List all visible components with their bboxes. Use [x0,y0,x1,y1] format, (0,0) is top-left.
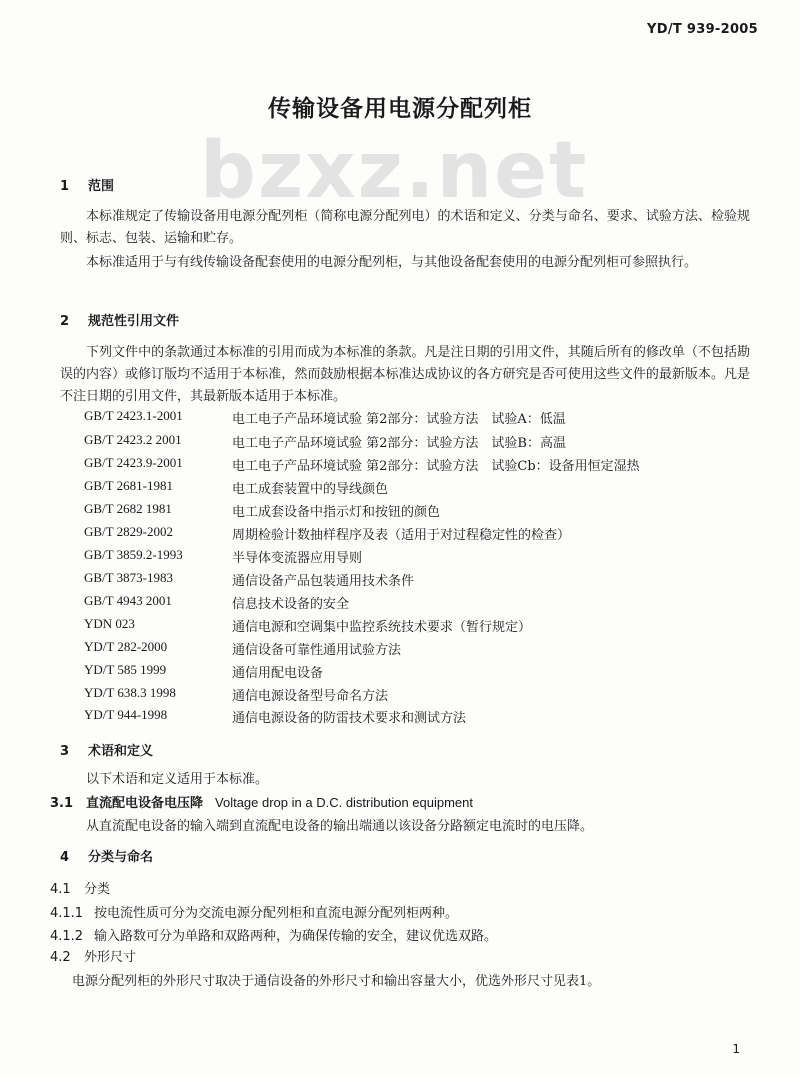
reference-title: 通信电源设备型号命名方法 [232,689,389,704]
section-3-intro: 以下术语和定义适用于本标准。 [86,772,269,787]
reference-code: GB/T 2829-2002 [84,524,173,539]
reference-code: GB/T 3859.2-1993 [84,547,183,562]
reference-title: 电工电子产品环境试验 第2部分：试验方法 试验A：低温 [232,412,566,427]
reference-title: 通信电源和空调集中监控系统技术要求（暂行规定） [232,620,532,635]
term-3-1-heading [50,792,473,811]
term-chinese: 直流配电设备电压降 [86,796,204,811]
reference-title: 通信用配电设备 [232,666,324,681]
reference-title: 信息技术设备的安全 [232,597,350,612]
section-number: 1 [60,179,70,194]
reference-code: GB/T 2423.9-2001 [84,455,183,470]
section-number: 3 [60,744,70,759]
reference-title: 通信设备可靠性通用试验方法 [232,643,402,658]
subsection-4-2-text: 电源分配列柜的外形尺寸取决于通信设备的外形尺寸和输出容量大小，优选外形尺寸见表1。 [72,974,601,989]
subsection-number: 4.1.1 [50,906,84,921]
section-1-heading [60,175,114,194]
reference-code: GB/T 3873-1983 [84,570,173,585]
watermark: bzxz.net [200,126,589,216]
subsection-text: 输入路数可分为单路和双路两种，为确保传输的安全，建议优选双路。 [94,929,498,944]
reference-code: GB/T 2682 1981 [84,501,172,516]
reference-code: GB/T 2423.1-2001 [84,408,183,423]
reference-code: YDN 023 [84,616,135,631]
section-title: 范围 [88,179,115,194]
section-title: 规范性引用文件 [88,314,180,329]
subsection-title: 外形尺寸 [84,950,137,965]
section-title: 术语和定义 [88,744,154,759]
term-3-1-definition: 从直流配电设备的输入端到直流配电设备的输出端通以该设备分路额定电流时的电压降。 [86,819,594,834]
term-number: 3.1 [50,796,74,811]
section-number: 4 [60,850,70,865]
reference-title: 半导体变流器应用导则 [232,551,363,566]
section-1-paragraph-2: 本标准适用于与有线传输设备配套使用的电源分配列柜，与其他设备配套使用的电源分配列柜可参照执行。 [86,255,698,270]
reference-title: 周期检验计数抽样程序及表（适用于对过程稳定性的检查） [232,528,571,543]
reference-code: YD/T 585 1999 [84,662,167,677]
subsection-4-1-2 [50,925,497,944]
section-1-paragraph-1: 本标准规定了传输设备用电源分配列柜（简称电源分配列电）的术语和定义、分类与命名、要求、试验方法、检验规则、标志、包装、运输和贮存。 [60,209,750,246]
section-number: 2 [60,314,70,329]
reference-code: GB/T 2681-1981 [84,478,173,493]
reference-title: 电工成套设备中指示灯和按钮的颜色 [232,505,441,520]
reference-title: 通信电源设备的防雷技术要求和测试方法 [232,711,467,726]
subsection-number: 4.1 [50,882,71,897]
section-2-paragraph: 下列文件中的条款通过本标准的引用而成为本标准的条款。凡是注日期的引用文件，其随后所有的修改单（不包括勘误的内容）或修订版均不适用于本标准，然而鼓励根据本标准达成协议的各方研究是否可使用这些文件的最新版本。凡是不注日期的引用文件，其最新版本适用于本标准。 [60,345,750,404]
section-3-heading [60,740,153,759]
section-title: 分类与命名 [88,850,154,865]
reference-title: 电工成套装置中的导线颜色 [232,482,389,497]
subsection-text: 按电流性质可分为交流电源分配列柜和直流电源分配列柜两种。 [94,906,459,921]
reference-title: 通信设备产品包装通用技术条件 [232,574,415,589]
reference-code: YD/T 282-2000 [84,639,168,654]
section-4-heading [60,846,153,865]
reference-code: YD/T 944-1998 [84,707,168,722]
reference-title: 电工电子产品环境试验 第2部分：试验方法 试验B：高温 [232,436,566,451]
reference-code: YD/T 638.3 1998 [84,685,176,700]
subsection-4-1-1 [50,902,458,921]
section-2-heading [60,310,179,329]
term-english: Voltage drop in a D.C. distribution equipment [215,795,474,810]
subsection-4-2 [50,946,136,965]
document-title: 传输设备用电源分配列柜 [268,96,532,122]
subsection-number: 4.2 [50,950,71,965]
subsection-4-1 [50,878,110,897]
subsection-title: 分类 [84,882,111,897]
reference-code: GB/T 4943 2001 [84,593,172,608]
reference-code: GB/T 2423.2 2001 [84,432,182,447]
standard-code: YD/T 939-2005 [647,22,758,37]
page-number: 1 [732,1042,740,1056]
subsection-number: 4.1.2 [50,929,84,944]
reference-title: 电工电子产品环境试验 第2部分：试验方法 试验Cb：设备用恒定湿热 [232,459,640,474]
